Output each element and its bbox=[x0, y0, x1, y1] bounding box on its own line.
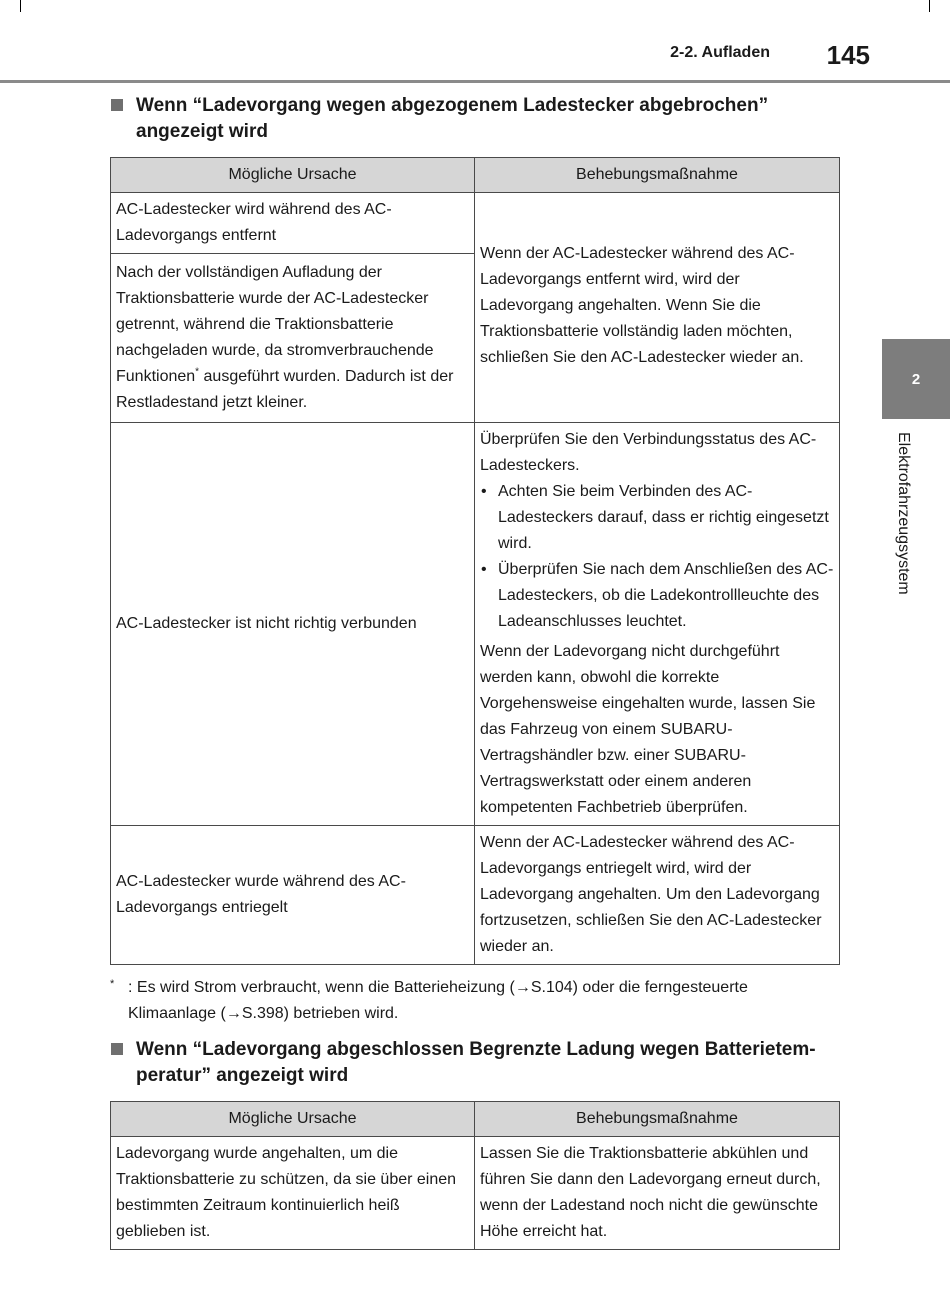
table-row bbox=[111, 193, 840, 254]
remedy-outro: Wenn der Ladevorgang nicht durchgeführt werden kann, obwohl die korrekte Vorgehensweise eingehalten wurde, lassen Sie das Fahrzeug von einem SUBARU-Vertragshändler bzw. einer SUBARU-Vertragswerkstatt oder einem anderen kompetenten Fachbetrieb überprüfen. bbox=[480, 643, 816, 816]
cause-cell: AC-Ladestecker wurde während des AC-Ladevorgangs entriegelt bbox=[111, 826, 475, 965]
column-header-remedy: Behebungsmaßnahme bbox=[475, 1102, 840, 1137]
table-header-row bbox=[111, 1102, 840, 1137]
section1-heading-line1: Wenn “Ladevorgang wegen abgezogenem Ladestecker abgebrochen” bbox=[136, 95, 769, 116]
cause-cell bbox=[111, 254, 475, 423]
table-row bbox=[111, 826, 840, 965]
section2-heading-block bbox=[110, 1037, 840, 1089]
remedy-bullet-list bbox=[480, 479, 834, 635]
footnote-text: : Es wird Strom verbraucht, wenn die Batterieheizung (→S.104) oder die ferngesteuerte Klimaanlage (→S.398) betrieben wird. bbox=[128, 979, 748, 1022]
section2-table-wrap bbox=[110, 1101, 840, 1250]
section1-heading-block bbox=[110, 93, 840, 145]
square-bullet-icon bbox=[111, 1043, 123, 1055]
page-header bbox=[0, 0, 950, 84]
section2-heading-line1: Wenn “Ladevorgang abgeschlossen Begrenzte Ladung wegen Batterietem- bbox=[136, 1039, 816, 1060]
footnote-block bbox=[110, 975, 840, 1027]
remedy-cell bbox=[475, 423, 840, 826]
chapter-number: 2 bbox=[911, 370, 921, 388]
column-header-cause: Mögliche Ursache bbox=[111, 158, 475, 193]
cause-cell: Ladevorgang wurde angehalten, um die Traktionsbatterie zu schützen, da sie über einen bestimmten Zeitraum kontinuierlich heiß geblieben ist. bbox=[111, 1137, 475, 1250]
footnote-marker: * bbox=[110, 978, 115, 990]
header-divider bbox=[0, 80, 950, 83]
section2-heading bbox=[110, 1037, 840, 1089]
column-header-cause: Mögliche Ursache bbox=[111, 1102, 475, 1137]
footnote-reference: * bbox=[195, 366, 200, 378]
section1-heading-line2: angezeigt wird bbox=[136, 121, 268, 142]
cause-text-continued: ausgeführt wurden. Dadurch ist der Restladestand jetzt kleiner. bbox=[116, 368, 454, 411]
cause-remedy-table-1 bbox=[110, 157, 840, 965]
section-title: 2-2. Aufladen bbox=[670, 44, 770, 61]
remedy-cell: Lassen Sie die Traktionsbatterie abkühlen und führen Sie dann den Ladevorgang erneut durch, wenn der Ladestand noch nicht die gewünschte Höhe erreicht hat. bbox=[475, 1137, 840, 1250]
section2-heading-line2: peratur” angezeigt wird bbox=[136, 1065, 349, 1086]
list-item: • Überprüfen Sie nach dem Anschließen des AC-Ladesteckers, ob die Ladekontrollleuchte des Ladeanschlusses leuchtet. bbox=[480, 557, 834, 635]
table-header-row bbox=[111, 158, 840, 193]
remedy-cell: Wenn der AC-Ladestecker während des AC-Ladevorgangs entfernt wird, wird der Ladevorgang angehalten. Wenn Sie die Traktionsbatterie vollständig laden möchten, schließen Sie den AC-Ladestecker wieder an. bbox=[475, 193, 840, 423]
cause-cell: AC-Ladestecker wird während des AC-Ladevorgangs entfernt bbox=[111, 193, 475, 254]
section1-table-wrap bbox=[110, 157, 840, 965]
table-row bbox=[111, 423, 840, 826]
cause-remedy-table-2 bbox=[110, 1101, 840, 1250]
page-number: 145 bbox=[826, 40, 870, 70]
section1-heading bbox=[110, 93, 840, 145]
table-row bbox=[111, 1137, 840, 1250]
chapter-tab bbox=[882, 339, 950, 419]
column-header-remedy: Behebungsmaßnahme bbox=[475, 158, 840, 193]
chapter-title: Elektrofahrzeugsystem bbox=[895, 432, 912, 595]
remedy-intro: Überprüfen Sie den Verbindungsstatus des AC-Ladesteckers. bbox=[480, 431, 817, 474]
list-item: • Achten Sie beim Verbinden des AC-Ladesteckers darauf, dass er richtig eingesetzt wird. bbox=[480, 479, 834, 557]
footnote bbox=[110, 975, 840, 1027]
cause-cell: AC-Ladestecker ist nicht richtig verbunden bbox=[111, 423, 475, 826]
square-bullet-icon bbox=[111, 99, 123, 111]
remedy-cell: Wenn der AC-Ladestecker während des AC-Ladevorgangs entriegelt wird, wird der Ladevorgang angehalten. Um den Ladevorgang fortzusetzen, schließen Sie den AC-Ladestecker wieder an. bbox=[475, 826, 840, 965]
cause-text: Nach der vollständigen Aufladung der Traktionsbatterie wurde der AC-Ladestecker getrennt, während die Traktionsbatterie nachgeladen wurde, da stromverbrauchende Funktionen bbox=[116, 264, 434, 385]
